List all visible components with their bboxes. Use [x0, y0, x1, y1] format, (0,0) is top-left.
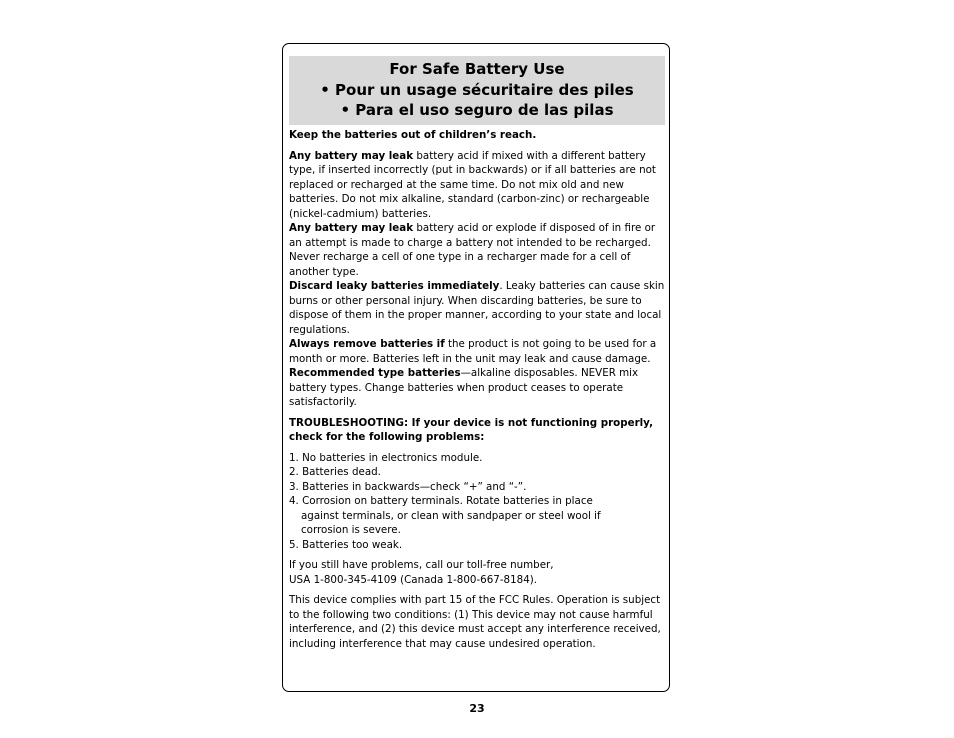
warning-paragraph: [289, 149, 669, 222]
list-item: 3. Batteries in backwards—check “+” and “-”.: [289, 480, 527, 493]
warning-text: . Leaky batteries can cause skin burns or other personal injury. When discarding batteries, be sure to dispose of them in the proper manner, according to your state and local regulations.: [289, 280, 665, 336]
list-item: 4. Corrosion on battery terminals. Rotate batteries in place: [289, 495, 593, 507]
list-item: 5. Batteries too weak.: [289, 538, 403, 551]
warning-text: the product is not going to be used for a month or more. Batteries left in the unit may leak and cause damage.: [289, 338, 657, 365]
warning-paragraph: [289, 366, 669, 410]
page-number: 23: [469, 702, 485, 715]
panel-content: [289, 128, 669, 651]
header-title-en: For Safe Battery Use: [389, 60, 565, 78]
warning-lead: Any battery may leak: [289, 149, 414, 162]
header-title-fr: • Pour un usage sécuritaire des piles: [320, 80, 634, 99]
warning-text: battery acid if mixed with a different battery type, if inserted incorrectly (put in backwards) or if all batteries are not replaced or recharged at the same time. Do not mix old and new batteries. Do not mix alkaline, standard (carbon-zinc) or rechargeable (nickel-cadmium) batteries.: [289, 149, 656, 220]
warning-paragraph: [289, 337, 669, 366]
contact-info: [289, 558, 669, 587]
warning-lead: Always remove batteries if: [289, 338, 445, 350]
warning-lead: Any battery may leak: [289, 222, 414, 234]
contact-phone: USA 1-800-345-4109 (Canada 1-800-667-8184).: [289, 573, 538, 586]
intro-warning: Keep the batteries out of children’s reach.: [289, 129, 537, 141]
header-title-es: • Para el uso seguro de las pilas: [340, 101, 614, 119]
list-item: 2. Batteries dead.: [289, 466, 381, 478]
troubleshooting-list: [289, 451, 669, 553]
troubleshooting-heading: TROUBLESHOOTING: If your device is not functioning properly, check for the following problems:: [289, 416, 654, 443]
contact-line: If you still have problems, call our toll-free number,: [289, 559, 554, 571]
panel-header: [289, 56, 665, 125]
warning-text: —alkaline disposables. NEVER mix battery types. Change batteries when product ceases to operate satisfactorily.: [289, 367, 639, 408]
list-item-continuation: against terminals, or clean with sandpaper or steel wool if: [301, 509, 601, 522]
warning-paragraph: [289, 279, 669, 337]
warning-lead: Recommended type batteries: [289, 367, 461, 379]
fcc-notice: This device complies with part 15 of the FCC Rules. Operation is subject to the following two conditions: (1) This device may not cause harmful interference, and (2) this device must accept any interference received, including interference that may cause undesired operation.: [289, 594, 661, 650]
warning-lead: Discard leaky batteries immediately: [289, 280, 500, 292]
warning-text: battery acid or explode if disposed of in fire or an attempt is made to charge a battery not intended to be recharged. Never recharge a cell of one type in a recharger made for a cell of another type.: [289, 222, 656, 278]
list-item-continuation: corrosion is severe.: [301, 524, 401, 536]
warning-paragraph: [289, 221, 669, 279]
battery-safety-panel: [282, 43, 670, 692]
list-item: 1. No batteries in electronics module.: [289, 451, 483, 464]
